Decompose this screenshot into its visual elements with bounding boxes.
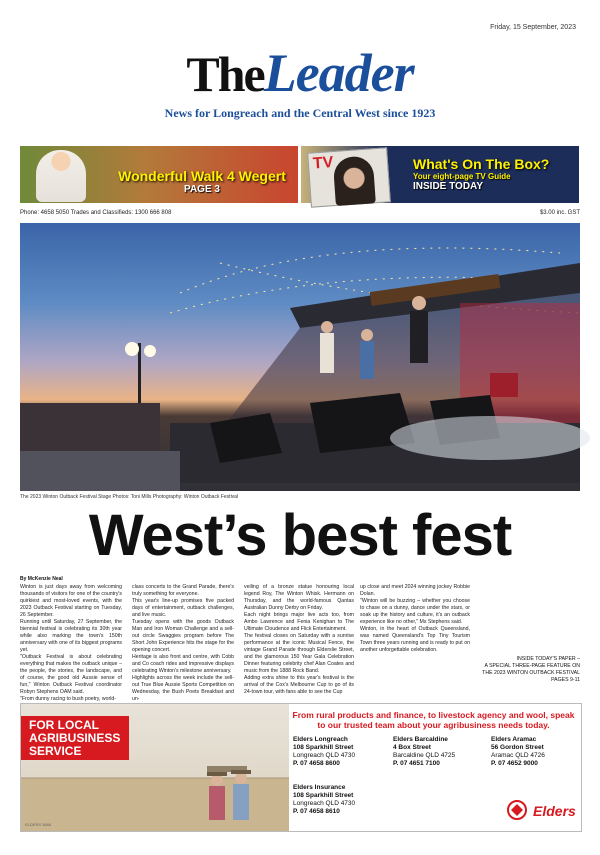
promo-tv-inside: INSIDE TODAY <box>413 181 484 192</box>
promo-walk-page: PAGE 3 <box>184 184 220 195</box>
paragraph: "From dunny racing to bush poetry, world- <box>20 696 117 702</box>
paragraph: Heritage is also front and centre, with Cobb and Co coach rides and impressive displays celebrating Winton's milestone anniversary. <box>132 654 234 674</box>
paragraph: "Winton will be buzzing – whether you choose to chase on a dunny, dance under the stars, or soak up the history and culture, it's an outback experience like no other," Ms Stephens said. <box>360 598 470 625</box>
branch-town: Longreach QLD 4730 <box>293 800 356 807</box>
ad-red-box-text: FOR LOCAL AGRIBUSINESS SERVICE <box>29 718 121 758</box>
inside-note-line: A SPECIAL THREE-PAGE FEATURE ON <box>484 663 580 669</box>
contact-info: Phone: 4658 5050 Trades and Classifieds: 1300 666 808 <box>20 210 172 216</box>
branch-name: Elders Longreach <box>293 736 348 743</box>
promo-walk[interactable] <box>20 146 298 203</box>
cover-portrait <box>333 155 376 206</box>
paragraph: Running until Saturday, 27 September, the biennial festival is celebrating its 30th year while also marking the town's 150th anniversary with one of its biggest programs yet. <box>20 619 122 653</box>
branch-name: Elders Aramac <box>491 736 537 743</box>
promo-tv-guide[interactable] <box>301 146 579 203</box>
paragraph: Winton, in the heart of Outback Queensland, was named Queensland's Top Tiny Tourism Town three years running and is ready to put on another unforgettable celebration. <box>360 626 470 653</box>
branch-address: 108 Sparkhill Street <box>293 744 354 751</box>
article-column-1 <box>20 584 122 702</box>
masthead-leader: Leader <box>263 43 414 103</box>
branch-insurance <box>293 784 355 816</box>
branch-longreach <box>293 736 355 768</box>
ad-headline: From rural products and finance, to livestock agency and wool, speak to our trusted team about your agribusiness needs today. <box>292 710 575 730</box>
branch-town: Barcaldine QLD 4725 <box>393 752 456 759</box>
stage-illustration <box>20 223 580 491</box>
masthead-tagline: News for Longreach and the Central West since 1923 <box>164 106 436 120</box>
promo-tv-subtitle: Your eight-page TV Guide <box>413 172 511 181</box>
branch-aramac <box>491 736 545 768</box>
branch-barcaldine <box>393 736 455 768</box>
price: $3.00 inc. GST <box>539 210 580 216</box>
branch-phone: P. 07 4658 8600 <box>293 760 340 767</box>
branch-name: Elders Insurance <box>293 784 346 791</box>
article-column-4 <box>360 584 470 689</box>
branch-address: 108 Sparkhill Street <box>293 792 354 799</box>
ad-tag: ELDERS 3866 <box>25 822 52 827</box>
paragraph: Winton is just days away from welcoming thousands of visitors for one of the country's quirkiest and most-loved events, with the 2023 Outback Festival starting on Tuesday, 26 September. <box>20 584 122 618</box>
paragraph: Adding extra shine to this year's festival is the arrival of the Cox's Melbourne Cup to go of its 24-town tour, with fans able to see the Cup <box>244 675 354 695</box>
main-headline: West’s best fest <box>88 503 512 568</box>
paragraph: class concerts to the Grand Parade, there's truly something for everyone. <box>132 584 234 597</box>
paragraph: Highlights across the week include the sell-out True Blue Aussie Sports Competition on Wednesday, the Bush Poets Breakfast and un- <box>132 675 234 702</box>
promo-tv-title: What's On The Box? <box>413 156 550 172</box>
paragraph: "Outback Festival is about celebrating everything that makes the outback unique – the people, the stories, the landscape, and of course, the good old Aussie sense of fun," Winton Outback Festival coordinator Robyn Stephens OAM said. <box>20 654 122 695</box>
child-photo <box>36 150 86 202</box>
masthead <box>0 42 600 112</box>
tv-guide-cover <box>307 147 391 207</box>
article-column-2 <box>132 584 234 702</box>
paragraph: up close and meet 2024 winning jockey Robbie Dolan. <box>360 584 470 597</box>
branch-town: Aramac QLD 4726 <box>491 752 545 759</box>
photo-caption: The 2023 Winton Outback Festival Stage Photos: Toni Mills Photography: Winton Outback Festival <box>20 494 239 500</box>
paragraph: This year's line-up promises five packed days of entertainment, outback challenges, and live music. <box>132 598 234 618</box>
article-column-3 <box>244 584 354 695</box>
elders-logo-text: Elders <box>533 803 576 819</box>
branch-name: Elders Barcaldine <box>393 736 448 743</box>
branch-phone: P. 07 4658 8610 <box>293 808 340 815</box>
byline: By McKenzie Neal <box>20 576 63 582</box>
issue-date: Friday, 15 September, 2023 <box>490 24 576 31</box>
promo-walk-title: Wonderful Walk 4 Wegert <box>118 168 286 184</box>
paragraph: veiling of a bronze statue honouring local legend Roy, The Winton Whisk. Hermann on Thursday, and the world-famous Qantas Australian Dunny Derby on Friday. <box>244 584 354 611</box>
branch-town: Longreach QLD 4730 <box>293 752 356 759</box>
branch-address: 56 Gordon Street <box>491 744 544 751</box>
elders-advertisement[interactable] <box>20 703 582 832</box>
masthead-the: The <box>186 46 264 102</box>
inside-note-line: THE 2023 WINTON OUTBACK FESTIVAL <box>482 670 580 676</box>
festival-stage-photo <box>20 223 580 491</box>
branch-address: 4 Box Street <box>393 744 431 751</box>
branch-phone: P. 07 4652 9000 <box>491 760 538 767</box>
paragraph: Tuesday opens with the goods Outback Man and Iron Woman Challenge and a sell-out circle Swaggies program before The Short John Experience hits the stage for the opening concert. <box>132 619 234 653</box>
paragraph: The festival closes on Saturday with a sunrise performance at the iconic Musical Fence, the vintage Grand Parade through Elderslie Street, and the glamorous 150 Year Gala Celebration Dinner featuring celebrity chef Alan Coates and music from the 1888 Rock Band. <box>244 633 354 674</box>
branch-phone: P. 07 4651 7100 <box>393 760 440 767</box>
inside-note-line: PAGES 9-11 <box>551 677 580 683</box>
inside-note <box>482 656 580 684</box>
inside-note-line: INSIDE TODAY'S PAPER – <box>516 656 580 662</box>
tv-guide-logo: TV <box>312 154 334 173</box>
paragraph: Each night brings major live acts too, from Ambo Lawrence and Fenia Kenighan to The Ultimate Cloudence and Flick Entertainment. <box>244 612 354 632</box>
